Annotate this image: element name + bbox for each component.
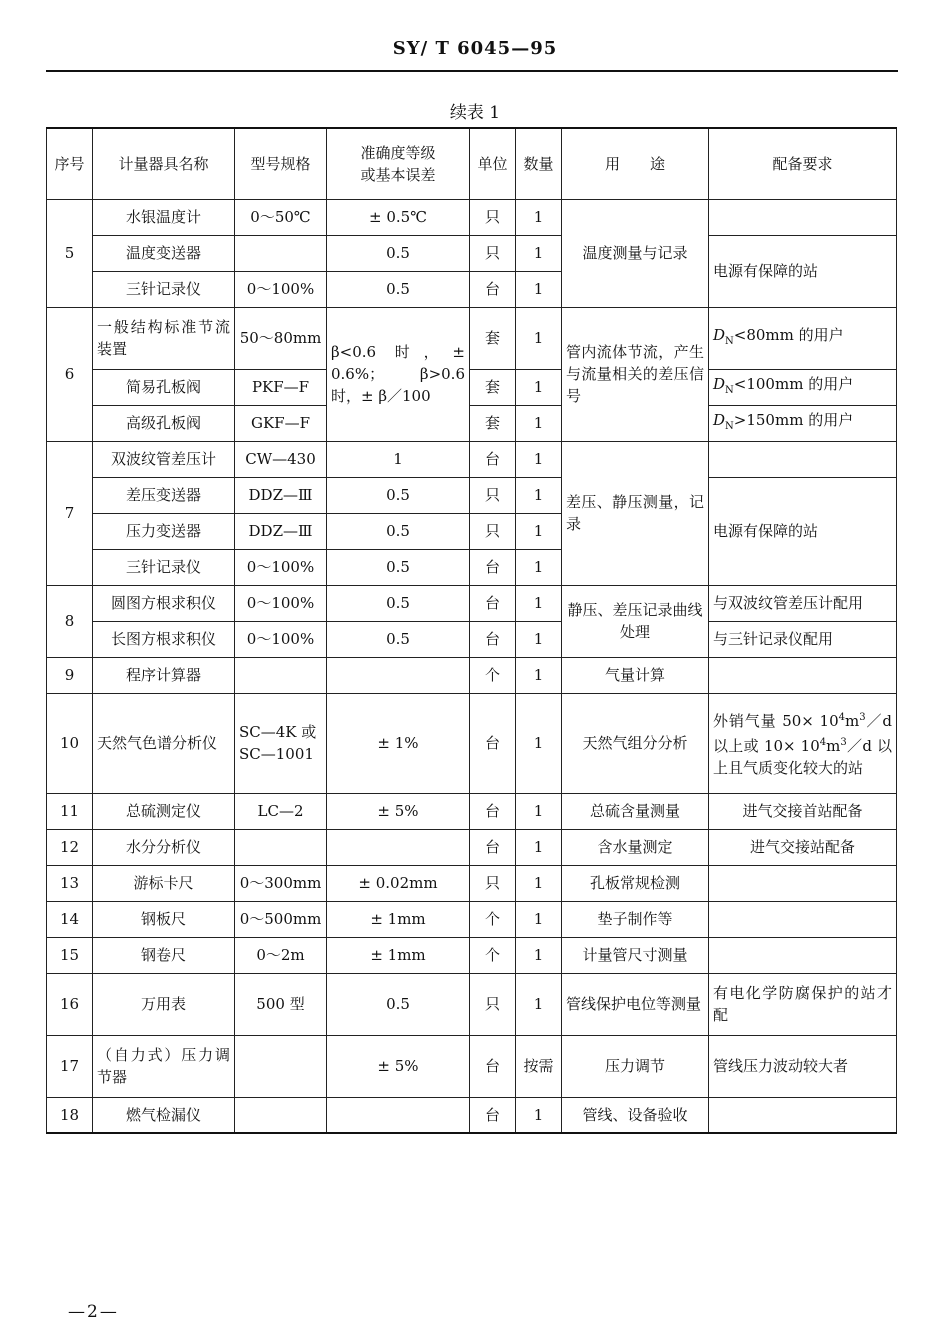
accuracy: 0.5	[327, 235, 470, 271]
row-number: 14	[47, 901, 93, 937]
instrument-name: 天然气色谱分析仪	[93, 693, 235, 793]
table-row	[47, 1035, 897, 1097]
superscript: 4	[838, 712, 845, 723]
unit: 只	[470, 199, 516, 235]
header-row	[47, 128, 897, 199]
req-text: ／d 以上或 10× 10	[713, 712, 892, 755]
quantity: 1	[516, 271, 562, 307]
unit: 个	[470, 901, 516, 937]
usage: 压力调节	[562, 1035, 709, 1097]
model-spec: 0～100%	[235, 585, 327, 621]
quantity: 1	[516, 1097, 562, 1133]
req-text: m	[845, 712, 860, 730]
col-header: 准确度等级 或基本误差	[327, 128, 470, 199]
quantity: 1	[516, 937, 562, 973]
model-spec: PKF—F	[235, 369, 327, 405]
usage: 静压、差压记录曲线处理	[562, 585, 709, 657]
unit: 台	[470, 621, 516, 657]
dn-subscript: N	[725, 384, 734, 396]
dn-symbol: D	[713, 374, 726, 393]
quantity: 1	[516, 199, 562, 235]
row-number: 6	[47, 307, 93, 441]
req-text: m	[826, 737, 841, 755]
unit: 套	[470, 307, 516, 369]
requirement	[709, 901, 897, 937]
unit: 只	[470, 235, 516, 271]
instrument-name: 压力变送器	[93, 513, 235, 549]
table-row	[47, 657, 897, 693]
quantity: 1	[516, 657, 562, 693]
table-row	[47, 973, 897, 1035]
requirement: 管线压力波动较大者	[709, 1035, 897, 1097]
measuring-instruments-table	[46, 127, 897, 1134]
col-header: 单位	[470, 128, 516, 199]
unit: 只	[470, 973, 516, 1035]
unit: 台	[470, 693, 516, 793]
requirement: 进气交接站配备	[709, 829, 897, 865]
table-row	[47, 585, 897, 621]
model-spec: 0～300mm	[235, 865, 327, 901]
requirement: 进气交接首站配备	[709, 793, 897, 829]
model-spec: CW—430	[235, 441, 327, 477]
requirement	[709, 441, 897, 477]
instrument-name: （自力式）压力调节器	[93, 1035, 235, 1097]
table-row	[47, 235, 897, 271]
quantity: 1	[516, 865, 562, 901]
accuracy: 0.5	[327, 973, 470, 1035]
accuracy: ± 1mm	[327, 937, 470, 973]
instrument-name: 程序计算器	[93, 657, 235, 693]
table-row	[47, 307, 897, 369]
model-spec: LC—2	[235, 793, 327, 829]
unit: 台	[470, 441, 516, 477]
dn-subscript: N	[725, 335, 734, 347]
model-spec	[235, 657, 327, 693]
requirement: 电源有保障的站	[709, 235, 897, 307]
usage: 孔板常规检测	[562, 865, 709, 901]
row-number: 18	[47, 1097, 93, 1133]
requirement: 与三针记录仪配用	[709, 621, 897, 657]
instrument-name: 钢板尺	[93, 901, 235, 937]
quantity: 1	[516, 621, 562, 657]
instrument-name: 水银温度计	[93, 199, 235, 235]
accuracy: 0.5	[327, 271, 470, 307]
col-header: 型号规格	[235, 128, 327, 199]
quantity: 1	[516, 513, 562, 549]
accuracy: 0.5	[327, 513, 470, 549]
dn-symbol: D	[713, 410, 726, 429]
table-row	[47, 829, 897, 865]
model-spec: DDZ—Ⅲ	[235, 513, 327, 549]
usage: 天然气组分分析	[562, 693, 709, 793]
instrument-name: 三针记录仪	[93, 549, 235, 585]
accuracy: ± 5%	[327, 793, 470, 829]
row-number: 7	[47, 441, 93, 585]
requirement	[709, 369, 897, 405]
table-row	[47, 621, 897, 657]
col-header: 计量器具名称	[93, 128, 235, 199]
usage: 管线保护电位等测量	[562, 973, 709, 1035]
requirement	[709, 307, 897, 369]
instrument-name: 总硫测定仪	[93, 793, 235, 829]
requirement	[709, 199, 897, 235]
model-spec: 0～100%	[235, 271, 327, 307]
model-spec: GKF—F	[235, 405, 327, 441]
table-row	[47, 1097, 897, 1133]
row-number: 12	[47, 829, 93, 865]
unit: 台	[470, 271, 516, 307]
quantity: 1	[516, 477, 562, 513]
unit: 台	[470, 549, 516, 585]
instrument-name: 差压变送器	[93, 477, 235, 513]
instrument-name: 双波纹管差压计	[93, 441, 235, 477]
requirement	[709, 405, 897, 441]
row-number: 8	[47, 585, 93, 657]
unit: 只	[470, 865, 516, 901]
requirement-text: <80mm 的用户	[733, 325, 844, 344]
unit: 套	[470, 405, 516, 441]
quantity: 1	[516, 235, 562, 271]
usage: 含水量测定	[562, 829, 709, 865]
usage: 管内流体节流，产生与流量相关的差压信号	[562, 307, 709, 441]
quantity: 1	[516, 585, 562, 621]
unit: 台	[470, 829, 516, 865]
unit: 台	[470, 1035, 516, 1097]
unit: 台	[470, 585, 516, 621]
req-text: ／d 以上且气质变化较大的站	[713, 737, 893, 777]
model-spec: 0～2m	[235, 937, 327, 973]
table-row	[47, 865, 897, 901]
accuracy: 0.5	[327, 585, 470, 621]
accuracy	[327, 829, 470, 865]
model-spec	[235, 829, 327, 865]
dn-symbol: D	[713, 325, 726, 344]
model-spec	[235, 235, 327, 271]
table-row	[47, 693, 897, 793]
superscript: 4	[819, 737, 827, 748]
instrument-name: 游标卡尺	[93, 865, 235, 901]
table-row	[47, 901, 897, 937]
accuracy: 1	[327, 441, 470, 477]
accuracy	[327, 657, 470, 693]
instrument-name: 圆图方根求积仪	[93, 585, 235, 621]
table-row	[47, 793, 897, 829]
table-row	[47, 441, 897, 477]
table-row	[47, 405, 897, 441]
requirement	[709, 657, 897, 693]
model-spec: DDZ—Ⅲ	[235, 477, 327, 513]
requirement	[709, 865, 897, 901]
model-spec: 0～500mm	[235, 901, 327, 937]
unit: 台	[470, 1097, 516, 1133]
table-row	[47, 199, 897, 235]
usage: 管线、设备验收	[562, 1097, 709, 1133]
unit: 套	[470, 369, 516, 405]
accuracy: ± 0.02mm	[327, 865, 470, 901]
model-spec: 0～100%	[235, 621, 327, 657]
requirement: 电源有保障的站	[709, 477, 897, 585]
unit: 台	[470, 793, 516, 829]
instrument-name: 简易孔板阀	[93, 369, 235, 405]
instrument-name: 钢卷尺	[93, 937, 235, 973]
req-text: 外销气量 50× 10	[713, 712, 839, 730]
requirement: 与双波纹管差压计配用	[709, 585, 897, 621]
row-number: 5	[47, 199, 93, 307]
accuracy: ± 1%	[327, 693, 470, 793]
accuracy: 0.5	[327, 549, 470, 585]
model-spec: SC—4K 或 SC—1001	[235, 693, 327, 793]
unit: 个	[470, 657, 516, 693]
requirement: 有电化学防腐保护的站才配	[709, 973, 897, 1035]
table-caption: 续表 1	[449, 103, 501, 123]
row-number: 10	[47, 693, 93, 793]
usage: 温度测量与记录	[562, 199, 709, 307]
quantity: 1	[516, 307, 562, 369]
accuracy	[327, 1097, 470, 1133]
quantity: 1	[516, 829, 562, 865]
quantity: 1	[516, 973, 562, 1035]
model-spec: 0～100%	[235, 549, 327, 585]
unit: 只	[470, 513, 516, 549]
accuracy: β<0.6 时，± 0.6%； β>0.6 时，± β／100	[327, 307, 470, 441]
quantity: 1	[516, 901, 562, 937]
quantity: 按需	[516, 1035, 562, 1097]
instrument-name: 温度变送器	[93, 235, 235, 271]
row-number: 9	[47, 657, 93, 693]
instrument-name: 水分分析仪	[93, 829, 235, 865]
accuracy: ± 5%	[327, 1035, 470, 1097]
unit: 个	[470, 937, 516, 973]
usage: 垫子制作等	[562, 901, 709, 937]
usage: 总硫含量测量	[562, 793, 709, 829]
model-spec	[235, 1035, 327, 1097]
accuracy: ± 1mm	[327, 901, 470, 937]
requirement-text: >150mm 的用户	[733, 410, 854, 429]
quantity: 1	[516, 441, 562, 477]
table-row	[47, 477, 897, 513]
row-number: 13	[47, 865, 93, 901]
instrument-name: 长图方根求积仪	[93, 621, 235, 657]
page-header: SY/ T 6045—95	[392, 38, 558, 59]
col-header: 序号	[47, 128, 93, 199]
usage: 气量计算	[562, 657, 709, 693]
instrument-name: 万用表	[93, 973, 235, 1035]
row-number: 17	[47, 1035, 93, 1097]
quantity: 1	[516, 793, 562, 829]
model-spec: 50～80mm	[235, 307, 327, 369]
requirement	[709, 1097, 897, 1133]
accuracy: 0.5	[327, 621, 470, 657]
instrument-name: 燃气检漏仪	[93, 1097, 235, 1133]
instrument-name: 三针记录仪	[93, 271, 235, 307]
quantity: 1	[516, 405, 562, 441]
col-header: 用 途	[562, 128, 709, 199]
accuracy: 0.5	[327, 477, 470, 513]
row-number: 11	[47, 793, 93, 829]
quantity: 1	[516, 369, 562, 405]
row-number: 15	[47, 937, 93, 973]
accuracy: ± 0.5℃	[327, 199, 470, 235]
model-spec	[235, 1097, 327, 1133]
quantity: 1	[516, 549, 562, 585]
model-spec: 0～50℃	[235, 199, 327, 235]
model-spec: 500 型	[235, 973, 327, 1035]
requirement	[709, 693, 897, 793]
superscript: 3	[859, 712, 866, 723]
page-number: —2—	[68, 1302, 119, 1322]
superscript: 3	[840, 737, 847, 748]
col-header: 配备要求	[709, 128, 897, 199]
requirement	[709, 937, 897, 973]
usage: 计量管尺寸测量	[562, 937, 709, 973]
dn-subscript: N	[725, 420, 734, 432]
header-rule	[46, 70, 898, 72]
col-header: 数量	[516, 128, 562, 199]
table-row	[47, 369, 897, 405]
table-row	[47, 937, 897, 973]
quantity: 1	[516, 693, 562, 793]
instrument-name: 高级孔板阀	[93, 405, 235, 441]
requirement-text: <100mm 的用户	[733, 374, 854, 393]
usage: 差压、静压测量，记录	[562, 441, 709, 585]
instrument-name: 一般结构标准节流装置	[93, 307, 235, 369]
row-number: 16	[47, 973, 93, 1035]
unit: 只	[470, 477, 516, 513]
